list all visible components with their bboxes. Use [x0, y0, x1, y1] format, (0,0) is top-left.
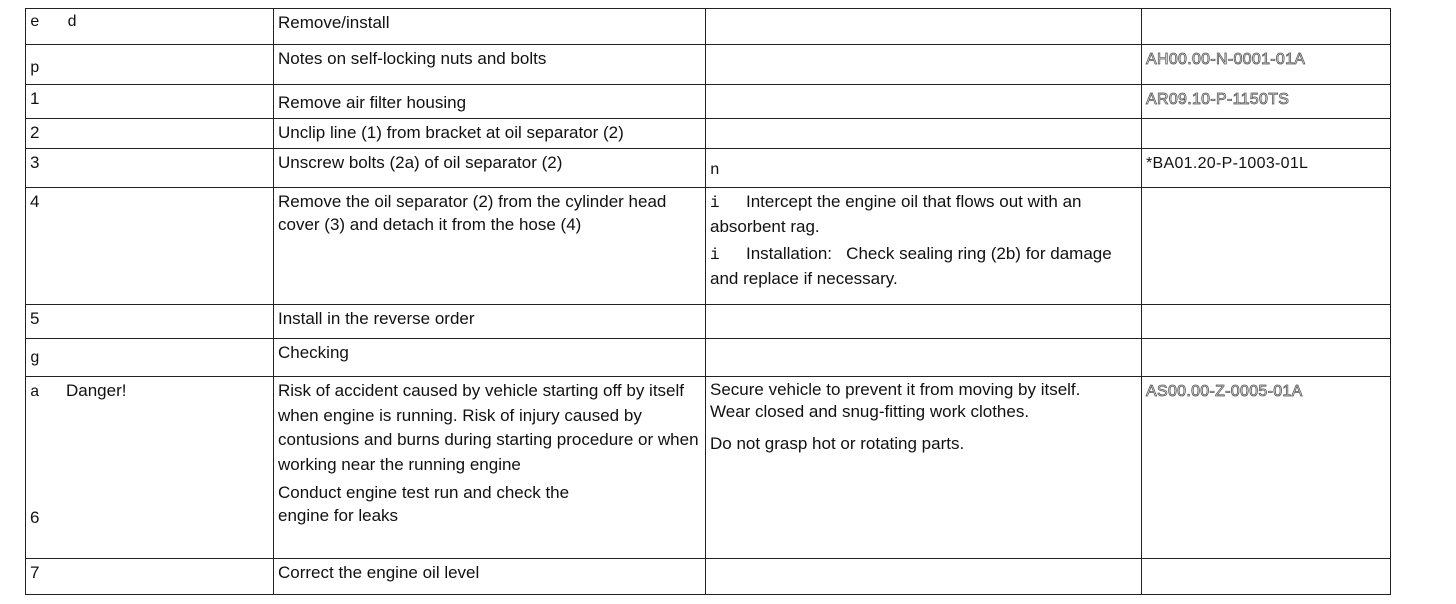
- danger-text: Danger!: [66, 381, 127, 400]
- action-cell: Remove air filter housing: [274, 85, 706, 119]
- table-row: [26, 149, 1391, 188]
- note-cell: [706, 305, 1142, 339]
- note-cell: [706, 85, 1142, 119]
- table-row: [26, 119, 1391, 149]
- ref-text: AH00.00-N-0001-01A: [1146, 51, 1306, 68]
- ref-cell: [1142, 559, 1391, 595]
- step-cell: 1: [26, 85, 274, 119]
- action-cell: Install in the reverse order: [274, 305, 706, 339]
- action-cell: Notes on self-locking nuts and bolts: [274, 45, 706, 85]
- ref-cell: [1142, 188, 1391, 305]
- table-row: [26, 188, 1391, 305]
- warning-icon: a: [30, 383, 40, 401]
- note-cell: [706, 119, 1142, 149]
- note-cell: [706, 9, 1142, 45]
- ref-cell: [1142, 9, 1391, 45]
- ref-link[interactable]: [1142, 377, 1391, 559]
- step-cell: 7: [26, 559, 274, 595]
- action-cell: Checking: [274, 339, 706, 377]
- step-cell: 3: [26, 149, 274, 188]
- ref-cell: [1142, 339, 1391, 377]
- ref-link[interactable]: [1142, 149, 1391, 188]
- ref-text: *BA01.20-P-1003-01L: [1146, 155, 1309, 172]
- note-text: Do not grasp hot or rotating parts.: [710, 434, 965, 453]
- step-cell: [26, 45, 274, 85]
- checking-symbol: g: [30, 349, 40, 367]
- ref-text: AS00.00-Z-0005-01A: [1146, 383, 1303, 400]
- info-icon: i: [710, 246, 720, 264]
- note-item: [710, 242, 1137, 290]
- action-cell: Unscrew bolts (2a) of oil separator (2): [274, 149, 706, 188]
- action-cell: Remove/install: [274, 9, 706, 45]
- note-cell: [706, 339, 1142, 377]
- note-item: [710, 190, 1137, 238]
- step-cell: 5: [26, 305, 274, 339]
- ref-link[interactable]: [1142, 85, 1391, 119]
- note-symbol: n: [710, 161, 720, 179]
- ref-cell: [1142, 119, 1391, 149]
- note-cell: [706, 149, 1142, 188]
- table-row: [26, 305, 1391, 339]
- table-row: [26, 339, 1391, 377]
- note-cell: [706, 559, 1142, 595]
- step-cell: 4: [26, 188, 274, 305]
- ref-link[interactable]: [1142, 45, 1391, 85]
- danger-label: [30, 379, 269, 404]
- table-row: [26, 377, 1391, 559]
- table-row: [26, 9, 1391, 45]
- note-text: Intercept the engine oil that flows out with an absorbent rag.: [710, 192, 1082, 236]
- step-cell: e d: [26, 9, 274, 45]
- notes-symbol: p: [30, 59, 40, 77]
- action-text: Conduct engine test run and check the engine for leaks: [278, 483, 570, 525]
- info-icon: i: [710, 194, 720, 212]
- ref-text: AR09.10-P-1150TS: [1146, 91, 1290, 108]
- note-text: Installation: Check sealing ring (2b) for damage and replace if necessary.: [710, 244, 1117, 288]
- step-cell: [26, 377, 274, 559]
- step-cell: 2: [26, 119, 274, 149]
- action-cell: Remove the oil separator (2) from the cylinder head cover (3) and detach it from the hose (4): [274, 188, 706, 305]
- table-row: [26, 85, 1391, 119]
- table-row: [26, 559, 1391, 595]
- note-cell: [706, 188, 1142, 305]
- step-cell: [26, 339, 274, 377]
- ref-cell: [1142, 305, 1391, 339]
- action-cell: Unclip line (1) from bracket at oil separator (2): [274, 119, 706, 149]
- note-cell: [706, 377, 1142, 559]
- step-number: 6: [30, 508, 40, 527]
- note-text: Secure vehicle to prevent it from moving by itself.: [710, 380, 1081, 399]
- note-text: Wear closed and snug-fitting work clothes.: [710, 402, 1030, 421]
- table-row: [26, 45, 1391, 85]
- procedure-table: [25, 8, 1391, 595]
- danger-description: Risk of accident caused by vehicle starting off by itself when engine is running. Risk of injury caused by contusions and burns during starting procedure or when working near the running engine: [278, 381, 699, 474]
- action-cell: Correct the engine oil level: [274, 559, 706, 595]
- note-cell: [706, 45, 1142, 85]
- action-cell: [274, 377, 706, 559]
